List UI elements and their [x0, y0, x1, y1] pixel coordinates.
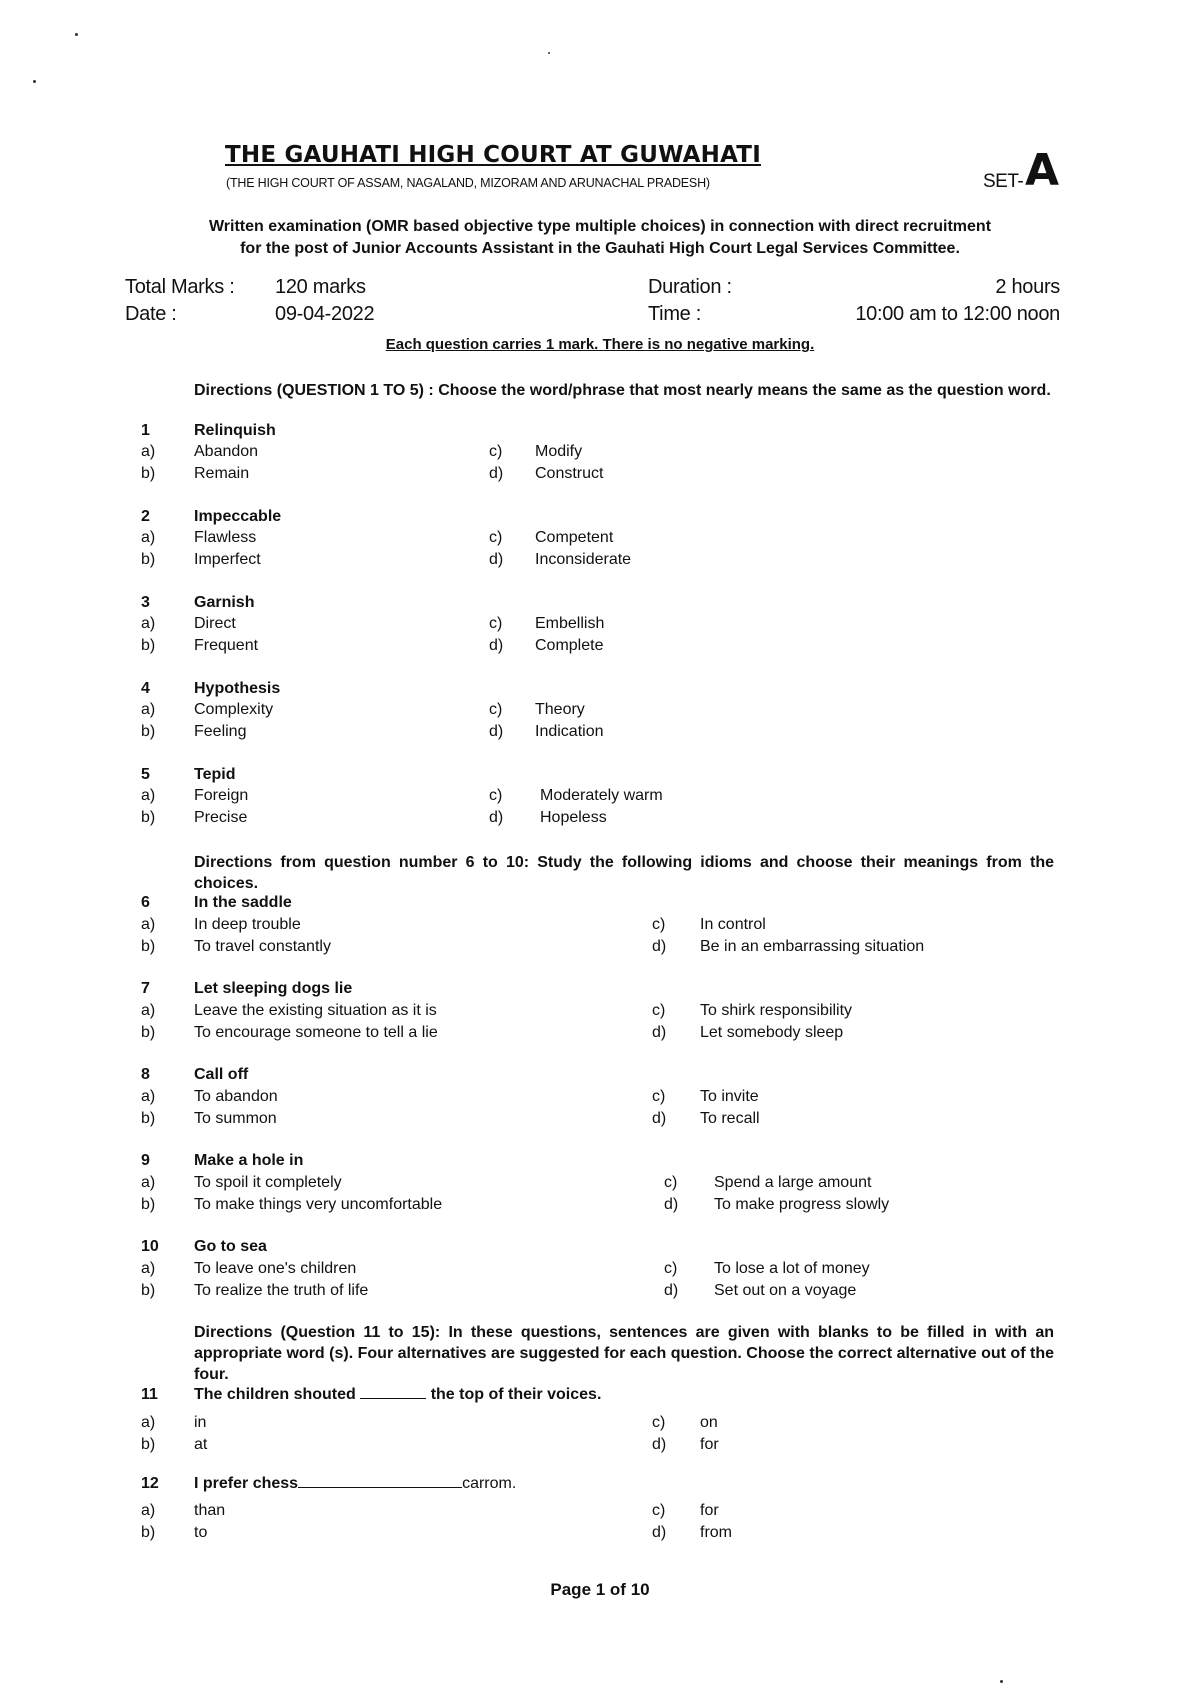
option-c: To invite: [700, 1088, 759, 1105]
question-number: 10: [141, 1238, 159, 1255]
option-b: Frequent: [194, 637, 259, 654]
option-a-letter: a): [141, 1002, 156, 1019]
option-c: Modify: [535, 443, 583, 460]
option-b-letter: b): [141, 1110, 156, 1127]
option-c: To lose a lot of money: [714, 1260, 870, 1277]
time-label: Time :: [648, 303, 702, 325]
total-marks-value: 120 marks: [275, 276, 366, 298]
question-text: Call off: [194, 1066, 249, 1083]
question-text: Impeccable: [194, 508, 282, 525]
option-c: Embellish: [535, 615, 605, 632]
question-text: Make a hole in: [194, 1152, 304, 1169]
option-b-letter: b): [141, 637, 156, 654]
question-number: 4: [141, 680, 150, 697]
duration-label: Duration :: [648, 276, 732, 298]
question-text-after: the top of their voices.: [430, 1386, 602, 1403]
answer-blank: [360, 1386, 426, 1399]
exam-intro: [100, 216, 1100, 260]
option-a: Leave the existing situation as it is: [194, 1002, 437, 1019]
question-text: Relinquish: [194, 422, 276, 439]
option-a: than: [194, 1502, 226, 1519]
option-c-letter: c): [652, 1502, 666, 1519]
time-value: 10:00 am to 12:00 noon: [855, 303, 1060, 325]
option-a-letter: a): [141, 1088, 156, 1105]
option-d-letter: d): [664, 1282, 679, 1299]
option-a: Direct: [194, 615, 236, 632]
option-a: To spoil it completely: [194, 1174, 342, 1191]
option-b-letter: b): [141, 723, 156, 740]
question-text-after: carrom.: [462, 1475, 517, 1492]
option-c: Moderately warm: [540, 787, 663, 804]
question-number: 2: [141, 508, 150, 525]
marking-note: Each question carries 1 mark. There is no negative marking.: [385, 336, 815, 353]
option-d: Let somebody sleep: [700, 1024, 844, 1041]
option-c-letter: c): [652, 1002, 666, 1019]
option-b: To realize the truth of life: [194, 1282, 369, 1299]
total-marks-label: Total Marks :: [125, 276, 235, 298]
option-d: Hopeless: [540, 809, 607, 826]
option-d-letter: d): [489, 465, 504, 482]
option-b-letter: b): [141, 1024, 156, 1041]
intro-line-1: Written examination (OMR based objective type multiple choices) in connection with direct recruitment: [208, 218, 992, 235]
option-a: To abandon: [194, 1088, 278, 1105]
option-a-letter: a): [141, 1414, 156, 1431]
question-text: [194, 1475, 516, 1493]
option-a-letter: a): [141, 529, 156, 546]
option-d: To recall: [700, 1110, 760, 1127]
question-text: Let sleeping dogs lie: [194, 980, 353, 997]
option-a: In deep trouble: [194, 916, 301, 933]
option-c: Theory: [535, 701, 585, 718]
option-c-letter: c): [664, 1260, 678, 1277]
option-c-letter: c): [489, 443, 503, 460]
option-c: for: [700, 1502, 719, 1519]
option-d-letter: d): [489, 637, 504, 654]
option-d-letter: d): [652, 938, 667, 955]
option-d: Set out on a voyage: [714, 1282, 857, 1299]
question-text: Go to sea: [194, 1238, 267, 1255]
option-c-letter: c): [652, 1414, 666, 1431]
option-d: Construct: [535, 465, 604, 482]
option-b: Feeling: [194, 723, 247, 740]
option-d: Inconsiderate: [535, 551, 632, 568]
question-number: 6: [141, 894, 150, 911]
option-b: To travel constantly: [194, 938, 331, 955]
option-d: To make progress slowly: [714, 1196, 890, 1213]
option-c: Competent: [535, 529, 614, 546]
option-c: Spend a large amount: [714, 1174, 872, 1191]
question-text: Garnish: [194, 594, 255, 611]
scan-speck: [33, 80, 36, 83]
option-a-letter: a): [141, 916, 156, 933]
question-text-before: I prefer chess: [194, 1475, 299, 1492]
scan-speck: [75, 33, 78, 36]
option-b: To make things very uncomfortable: [194, 1196, 443, 1213]
option-b: to: [194, 1524, 208, 1541]
option-d-letter: d): [652, 1024, 667, 1041]
question-number: 9: [141, 1152, 150, 1169]
option-d-letter: d): [652, 1110, 667, 1127]
option-d-letter: d): [652, 1436, 667, 1453]
question-number: 11: [141, 1386, 158, 1403]
question-text-before: The children shouted: [194, 1386, 356, 1403]
question-number: 1: [141, 422, 150, 439]
option-a-letter: a): [141, 701, 156, 718]
question-number: 12: [141, 1475, 159, 1492]
option-c-letter: c): [489, 787, 503, 804]
option-b: To summon: [194, 1110, 277, 1127]
date-label: Date :: [125, 303, 177, 325]
option-a-letter: a): [141, 615, 156, 632]
option-a: Abandon: [194, 443, 259, 460]
option-b-letter: b): [141, 551, 156, 568]
option-c-letter: c): [652, 916, 666, 933]
page-number: Page 1 of 10: [550, 1580, 650, 1599]
option-d: Indication: [535, 723, 604, 740]
directions-6-10: Directions from question number 6 to 10: Study the following idioms and choose their meanings from the choices.: [194, 854, 1054, 892]
option-d: from: [700, 1524, 732, 1541]
answer-blank: [298, 1475, 462, 1488]
option-d-letter: d): [652, 1524, 667, 1541]
directions-11-15: Directions (Question 11 to 15): In these questions, sentences are given with blanks to be filled in with an appropriate word (s). Four alternatives are suggested for each question. Choose the correct alternative out of the four.: [194, 1324, 1054, 1383]
date-value: 09-04-2022: [275, 303, 375, 325]
intro-line-2: for the post of Junior Accounts Assistant in the Gauhati High Court Legal Services Committee.: [240, 240, 960, 257]
question-number: 5: [141, 766, 150, 783]
set-label: SET-: [983, 171, 1024, 192]
option-a: in: [194, 1414, 207, 1431]
option-a-letter: a): [141, 1502, 156, 1519]
option-d-letter: d): [664, 1196, 679, 1213]
set-letter: A: [1025, 145, 1060, 196]
option-a: To leave one's children: [194, 1260, 357, 1277]
option-b-letter: b): [141, 465, 156, 482]
option-b-letter: b): [141, 1436, 156, 1453]
option-d: Complete: [535, 637, 604, 654]
directions-1-5: Directions (QUESTION 1 TO 5) : Choose the word/phrase that most nearly means the same as the question word.: [194, 382, 1051, 399]
question-text: [194, 1386, 601, 1404]
option-b-letter: b): [141, 938, 156, 955]
option-a-letter: a): [141, 443, 156, 460]
option-c: To shirk responsibility: [700, 1002, 853, 1019]
question-number: 7: [141, 980, 150, 997]
option-a-letter: a): [141, 1260, 156, 1277]
question-text: In the saddle: [194, 894, 292, 911]
option-b: Precise: [194, 809, 248, 826]
option-d-letter: d): [489, 723, 504, 740]
option-b: at: [194, 1436, 208, 1453]
option-c-letter: c): [489, 529, 503, 546]
question-text: Hypothesis: [194, 680, 281, 697]
option-a: Flawless: [194, 529, 257, 546]
option-b-letter: b): [141, 1524, 156, 1541]
duration-value: 2 hours: [995, 276, 1060, 298]
option-a: Complexity: [194, 701, 274, 718]
option-c-letter: c): [652, 1088, 666, 1105]
option-b-letter: b): [141, 1282, 156, 1299]
option-d-letter: d): [489, 809, 504, 826]
scan-speck: [1000, 1680, 1003, 1683]
option-b-letter: b): [141, 809, 156, 826]
option-b: To encourage someone to tell a lie: [194, 1024, 438, 1041]
option-d: for: [700, 1436, 719, 1453]
option-a-letter: a): [141, 787, 156, 804]
option-d-letter: d): [489, 551, 504, 568]
option-d: Be in an embarrassing situation: [700, 938, 925, 955]
question-number: 3: [141, 594, 150, 611]
court-subtitle: (THE HIGH COURT OF ASSAM, NAGALAND, MIZORAM AND ARUNACHAL PRADESH): [226, 176, 710, 190]
question-text: Tepid: [194, 766, 236, 783]
option-b-letter: b): [141, 1196, 156, 1213]
option-a: Foreign: [194, 787, 249, 804]
scan-speck: [548, 52, 550, 54]
option-c-letter: c): [489, 615, 503, 632]
option-b: Imperfect: [194, 551, 261, 568]
option-c: on: [700, 1414, 718, 1431]
option-a-letter: a): [141, 1174, 156, 1191]
option-c-letter: c): [489, 701, 503, 718]
option-b: Remain: [194, 465, 250, 482]
option-c: In control: [700, 916, 766, 933]
court-title: THE GAUHATI HIGH COURT AT GUWAHATI: [225, 142, 761, 168]
option-c-letter: c): [664, 1174, 678, 1191]
question-number: 8: [141, 1066, 150, 1083]
